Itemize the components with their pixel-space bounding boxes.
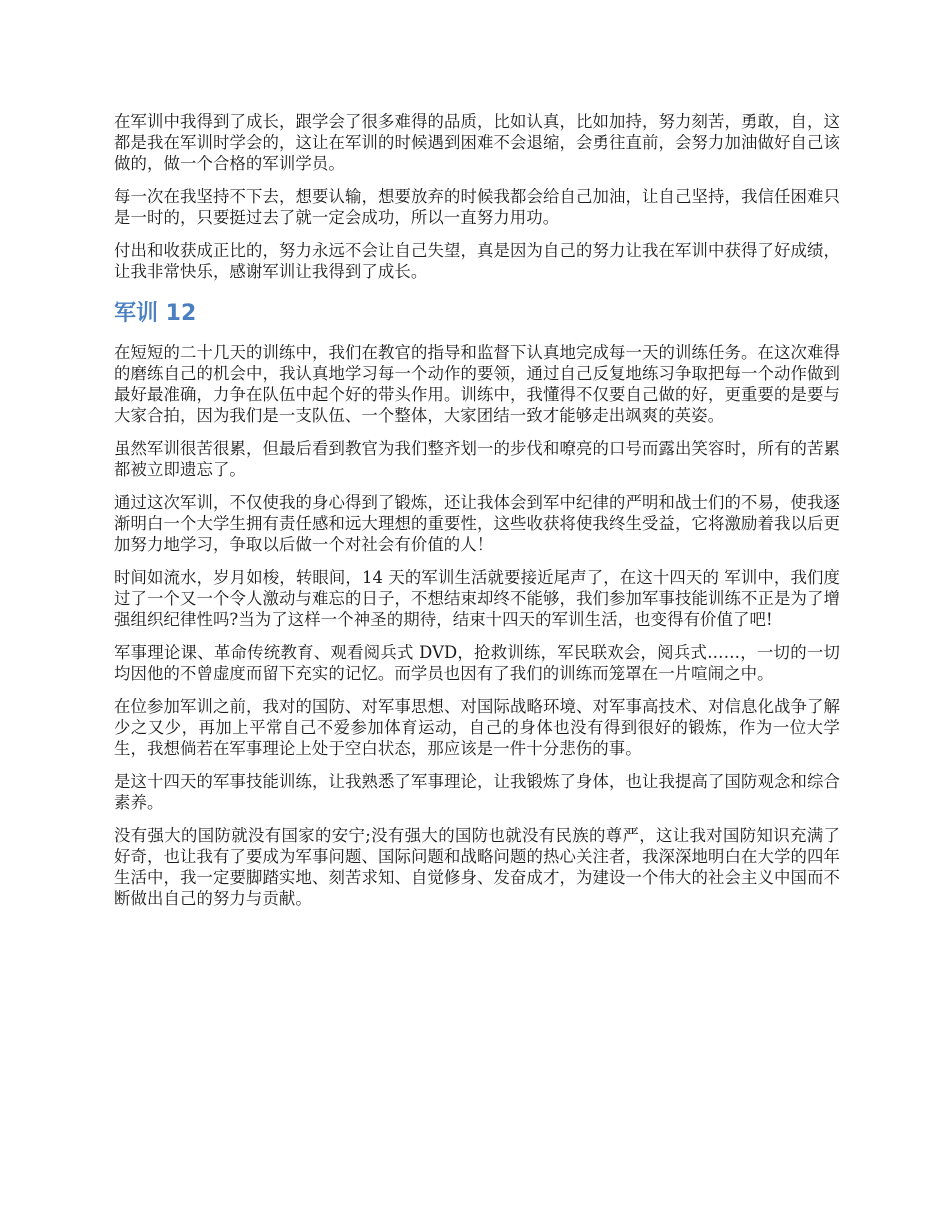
paragraph: 虽然军训很苦很累，但最后看到教官为我们整齐划一的步伐和嘹亮的口号而露出笑容时，所有的苦累都被立即遗忘了。 [114, 439, 840, 479]
paragraph: 没有强大的国防就没有国家的安宁;没有强大的国防也就没有民族的尊严，这让我对国防知识充满了好奇，也让我有了要成为军事问题、国际问题和战略问题的热心关注者，我深深地明白在大学的四年生活中，我一定要脚踏实地、刻苦求知、自觉修身、发奋成才，为建设一个伟大的社会主义中国而不断做出自己的努力与贡献。 [114, 826, 840, 908]
paragraph: 在军训中我得到了成长，跟学会了很多难得的品质，比如认真，比如加持，努力刻苦，勇敢，自，这都是我在军训时学会的，这让在军训的时候遇到困难不会退缩，会勇往直前，会努力加油做好自己该做的，做一个合格的军训学员。 [114, 112, 840, 173]
paragraph: 在位参加军训之前，我对的国防、对军事思想、对国际战略环境、对军事高技术、对信息化战争了解少之又少，再加上平常自己不爱参加体育运动，自己的身体也没有得到很好的锻炼，作为一位大学生，我想倘若在军事理论上处于空白状态，那应该是一件十分悲伤的事。 [114, 697, 840, 758]
paragraph: 时间如流水，岁月如梭，转眼间，14 天的军训生活就要接近尾声了，在这十四天的 军训中，我们度过了一个又一个令人激动与难忘的日子，不想结束却终不能够，我们参加军事技能训练不正是为了增强组织纪律性吗?当为了这样一个神圣的期待，结束十四天的军训生活，也变得有价值了吧! [114, 568, 840, 629]
paragraph: 军事理论课、革命传统教育、观看阅兵式 DVD，抢救训练，军民联欢会，阅兵式……，一切的一切均因他的不曾虚度而留下充实的记忆。而学员也因有了我们的训练而笼罩在一片喧闹之中。 [114, 643, 840, 683]
document-page [114, 111, 840, 921]
paragraph: 每一次在我坚持不下去，想要认输，想要放弃的时候我都会给自己加油，让自己坚持，我信任困难只是一时的，只要挺过去了就一定会成功，所以一直努力用功。 [114, 187, 840, 227]
paragraph: 在短短的二十几天的训练中，我们在教官的指导和监督下认真地完成每一天的训练任务。在这次难得的磨练自己的机会中，我认真地学习每一个动作的要领，通过自己反复地练习争取把每一个动作做到最好最准确，力争在队伍中起个好的带头作用。训练中，我懂得不仅要自己做的好，更重要的是要与大家合拍，因为我们是一支队伍、一个整体，大家团结一致才能够走出飒爽的英姿。 [114, 343, 840, 425]
paragraph: 通过这次军训，不仅使我的身心得到了锻炼，还让我体会到军中纪律的严明和战士们的不易，使我逐渐明白一个大学生拥有责任感和远大理想的重要性，这些收获将使我终生受益，它将激励着我以后更加努力地学习，争取以后做一个对社会有价值的人！ [114, 493, 840, 554]
paragraph: 是这十四天的军事技能训练，让我熟悉了军事理论，让我锻炼了身体，也让我提高了国防观念和综合素养。 [114, 772, 840, 812]
paragraph: 付出和收获成正比的，努力永远不会让自己失望，真是因为自己的努力让我在军训中获得了好成绩，让我非常快乐，感谢军训让我得到了成长。 [114, 241, 840, 281]
section-heading: 军训 12 [114, 301, 197, 326]
